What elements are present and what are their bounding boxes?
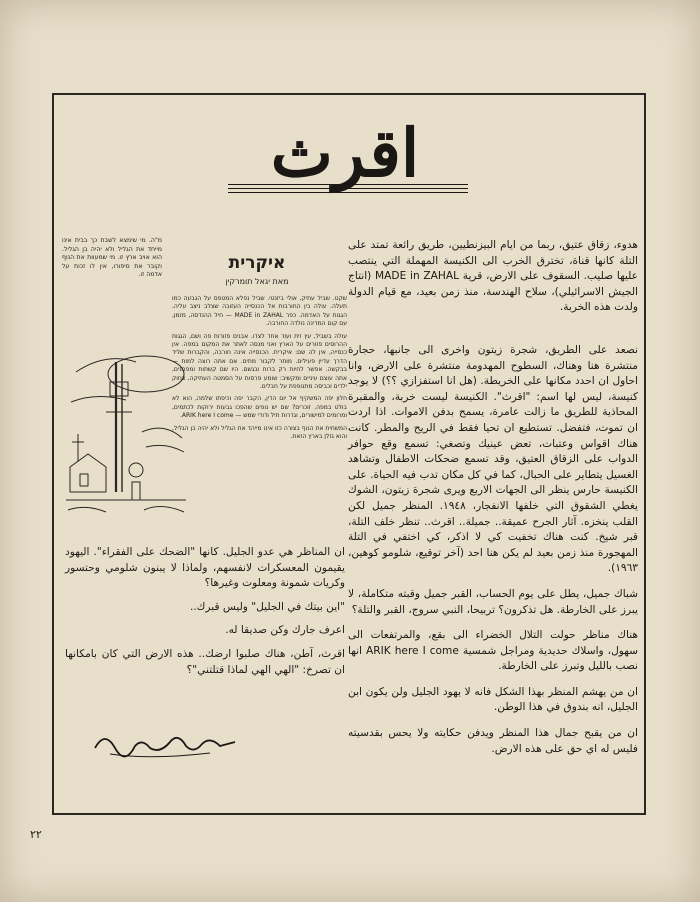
title-underline bbox=[228, 188, 468, 189]
hebrew-title: איקרית bbox=[228, 253, 286, 273]
arabic-paragraph: "اين بيتك في الجليل" وليس قبرك.. bbox=[189, 600, 345, 613]
hebrew-paragraph: שקט. שביל עתיק, אולי ביזנטי. שביל נפלא המטפס על הגבעה כמו תעלה. עולה בין החורבות אל הכנסייה העזובה שצלב ניצב עליה. הגגות על האדמה. כפר MADE in ZAHAL — חיל ההנדסה, מזמן, עם קום המדינה נולדה החורבה. bbox=[172, 295, 348, 328]
hebrew-paragraph: חלון יפה המשקיף אל יום הדין, הקבר יפה וכיפתו שלמה, הוא לא בולט במפה. זוכרים? שם יש נופים שהפכו גבעות ירוקות לכתמים, ומרומים למישורים, וגדרות תיל ודודי שמש — ARIK here I come. bbox=[172, 395, 347, 420]
hebrew-body bbox=[172, 295, 347, 446]
arabic-paragraph: ان من يقبح جمال هذا المنظر ويدفن حكايته ولا يحس بقدسيته فليس له اي حق على هذه الارض. bbox=[348, 727, 638, 755]
arabic-paragraph: هناك مناظر حولت التلال الخضراء الى بقع، والمرتفعات الى سهول، واسلاك حديدية ومراجل شمسية ARIK here I come انها نصب بالليل وتبرز على الخارطة. bbox=[348, 629, 638, 673]
hebrew-byline: מאת יגאל תומרקין bbox=[225, 277, 289, 286]
hebrew-paragraph: עולה בשביל, עץ זית ועוד אחד לצדו. אבנים פזורות פה ושם, הגגות ההרוסים פזורים על הארץ ואני מנסה לאתר את המקום במפה. אין כנסייה, אין לה שם: איקרית. הכנסייה אינה חורבה, והקברות שליד הדרך עדיין פעילים. מותר לקבור מתים. אם אתה רוצה למות — בבקשה. אפשר לחיות רק ברוח ובגשם. היו שם קשתות ומפתנים, אתה עוצם עיניים ומקשיב: שומע פרסות על הסמטה העתיקה, צחוק ילדים וכביסה מתנופפת על חבלים. bbox=[172, 332, 347, 391]
hebrew-paragraph: המשחית את הנוף בצורה כזו אינו מייהד את הגליל ולא יהיה בן הגליל, והוא גזלן בארץ הזאת. bbox=[172, 424, 347, 441]
arabic-column-main bbox=[348, 343, 638, 767]
arabic-paragraph: شباك جميل، يطل على يوم الحساب، القبر جميل وقبته متكاملة، لا يبرز على الخارطة. هل تذكرون؟ تربيحا، النبي سروج، القبر والتلة؟ bbox=[348, 587, 638, 616]
hebrew-intro: מ"ה. מי שימצא לשבת כך בבית אינו מייחד את הגליל ולא יהיה בן הגליל. הוא אויב ארץ זו. מי שמעוות את הנוף וקובר את סיפורו, אין לו זכות על אדמה זו. bbox=[62, 237, 162, 279]
article-title: اقرث bbox=[270, 114, 420, 192]
arabic-paragraph: ان من يهشم المنظر بهذا الشكل فانه لا يهود الجليل ولن يكون ابن الجليل، انه بندوق في هذا الوطن. bbox=[348, 685, 638, 714]
author-signature bbox=[90, 720, 240, 760]
arabic-column-bottom-left bbox=[65, 545, 345, 686]
arabic-paragraph: ان المناظر هي عدو الجليل. كانها "الضحك على الفقراء". اليهود يقيمون المعسكرات لانفسهم، ولماذا لا يبنون شلومي وحتسور وكريات شمونة ومعلوت وغيرها؟ bbox=[65, 546, 345, 590]
arabic-paragraph: نصعد على الطريق، شجرة زيتون واخرى الى جانبها، حجارة منتشرة هنا وهناك، السطوح المهدومة منتشرة على الارض، وانا احاول ان احدد مكانها على الخريطة. (هل انا استفزازي ؟؟) لا يوجد كنيسة، ليس لها اسم: "اقرث". الكنيسة ليست خربة، والمقبرة المحاذية للطريق ما زالت عامرة، يسمح بدفن الاموات. اذا اردت ان تموت، فتفضل. تستطيع ان تحيا فقط في الريح والمطر. كانت هناك اقواس وعتبات، تعض عينيك وتصغي: تسمع وقع حوافر الدواب على الزقاق العتيق، وقد تسمع ضحكات الاطفال وتشاهد الغسيل يتطاير على الحبال، كما في كل مكان تدب فيه الحياة. على الكنيسة حارس ينظر الى الجهات الاربع ويرى شجرة زيتون، الشوك يغطي الشقوق التي خلفها الانفجار، ١٩٤٨. المنظر جميل لكن القلب ينخزه. آثار الجرح عميقة.. جميلة.. اقرث.. تنظر خلف التلة، قبر شيخ. كنت هناك تخفيت كي لا اذكر، كي اختفي في التلة المهجورة منذ زمن بعيد لم يكن هنا احد (آخر توقيع، شلومو كوهين، ١٩٦٣). bbox=[348, 344, 638, 575]
church-sketch-illustration bbox=[66, 342, 188, 520]
arabic-column-top bbox=[348, 238, 638, 326]
title-underline bbox=[228, 192, 468, 193]
arabic-paragraph: اعرف جارك وكن صديقا له. bbox=[225, 624, 345, 637]
page-number: ٢٢ bbox=[30, 828, 42, 841]
title-underline bbox=[228, 184, 468, 185]
arabic-paragraph: اقرث، آطن، هناك صلبوا ارضك.. هذه الارض التي كان بامكانها ان تصرخ: "الهي الهي لماذا قتلتني"؟ bbox=[65, 647, 345, 676]
arabic-paragraph: هدوء، زقاق عتيق، ربما من ايام البيزنطيين، طريق رائعة تمتد على التلة كانها قناة، تخترق الخرب الى الكنيسة المهملة التي ينتصب عليها صليب. السقوف على الارض، قرية MADE in ZAHAL (انتاج الجيش الاسرائيلي)، سلاح الهندسة، منذ زمن بعيد، مع قيام الدولة ولدت هذه الخربة. bbox=[348, 239, 639, 314]
